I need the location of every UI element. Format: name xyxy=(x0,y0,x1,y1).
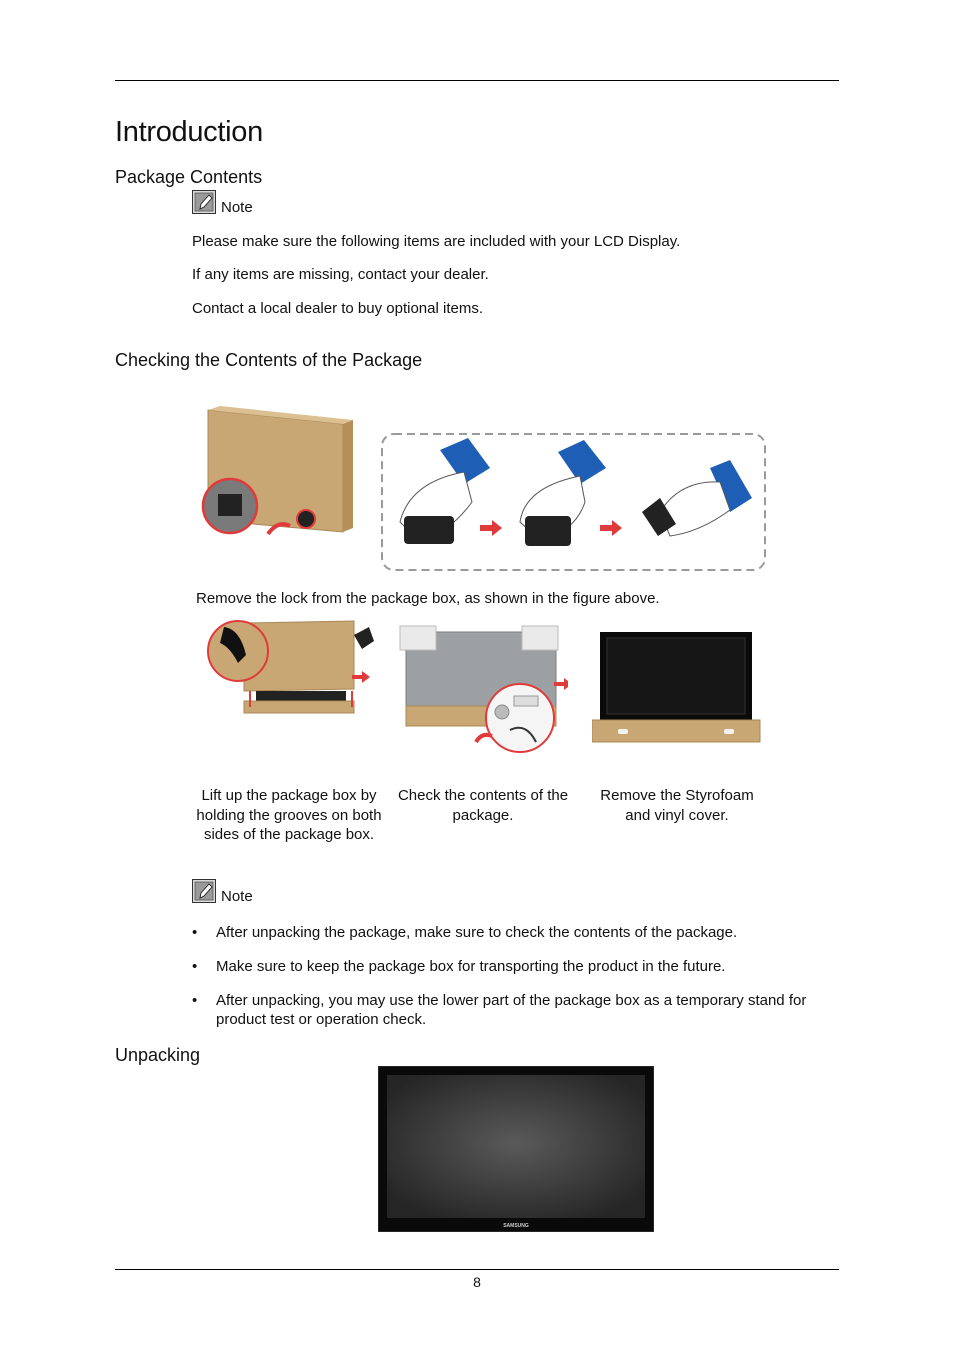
arrow-right-icon xyxy=(600,520,622,536)
top-rule xyxy=(115,80,839,81)
caption-lift-box: Lift up the package box by holding the grooves on both sides of the package box. xyxy=(196,787,382,843)
bottom-rule xyxy=(115,1269,839,1270)
page-title: Introduction xyxy=(115,116,263,148)
page-number: 8 xyxy=(473,1274,481,1290)
check-contents-illustration xyxy=(396,622,568,754)
note-label: Note xyxy=(221,888,253,905)
caption-remove-styrofoam: Remove the Styrofoam and vinyl cover. xyxy=(600,787,754,824)
arrow-right-icon xyxy=(480,520,502,536)
bullet-text: Make sure to keep the package box for transporting the product in the future. xyxy=(216,958,726,975)
note-icon xyxy=(192,190,216,214)
lock-caption: Remove the lock from the package box, as shown in the figure above. xyxy=(196,590,660,607)
bullet-text: After unpacking, you may use the lower part of the package box as a temporary stand for product test or operation check. xyxy=(216,992,807,1028)
heading-checking-contents: Checking the Contents of the Package xyxy=(115,350,423,370)
package-line-3: Contact a local dealer to buy optional items. xyxy=(192,300,483,317)
note-icon xyxy=(192,879,216,903)
bullet-text: After unpacking the package, make sure to check the contents of the package. xyxy=(216,924,738,941)
heading-package-contents: Package Contents xyxy=(115,167,263,187)
note-label: Note xyxy=(221,199,253,216)
lock-removal-steps xyxy=(380,432,768,574)
monitor-front-image xyxy=(378,1066,654,1232)
remove-styrofoam-illustration xyxy=(592,630,762,746)
heading-unpacking: Unpacking xyxy=(115,1045,201,1065)
package-line-1: Please make sure the following items are included with your LCD Display. xyxy=(192,233,681,250)
brand-logo: SAMSUNG xyxy=(503,1223,529,1229)
lift-box-illustration xyxy=(204,617,376,717)
package-line-2: If any items are missing, contact your dealer. xyxy=(192,266,489,283)
caption-check-contents: Check the contents of the package. xyxy=(397,787,569,824)
package-box-illustration xyxy=(198,402,358,542)
